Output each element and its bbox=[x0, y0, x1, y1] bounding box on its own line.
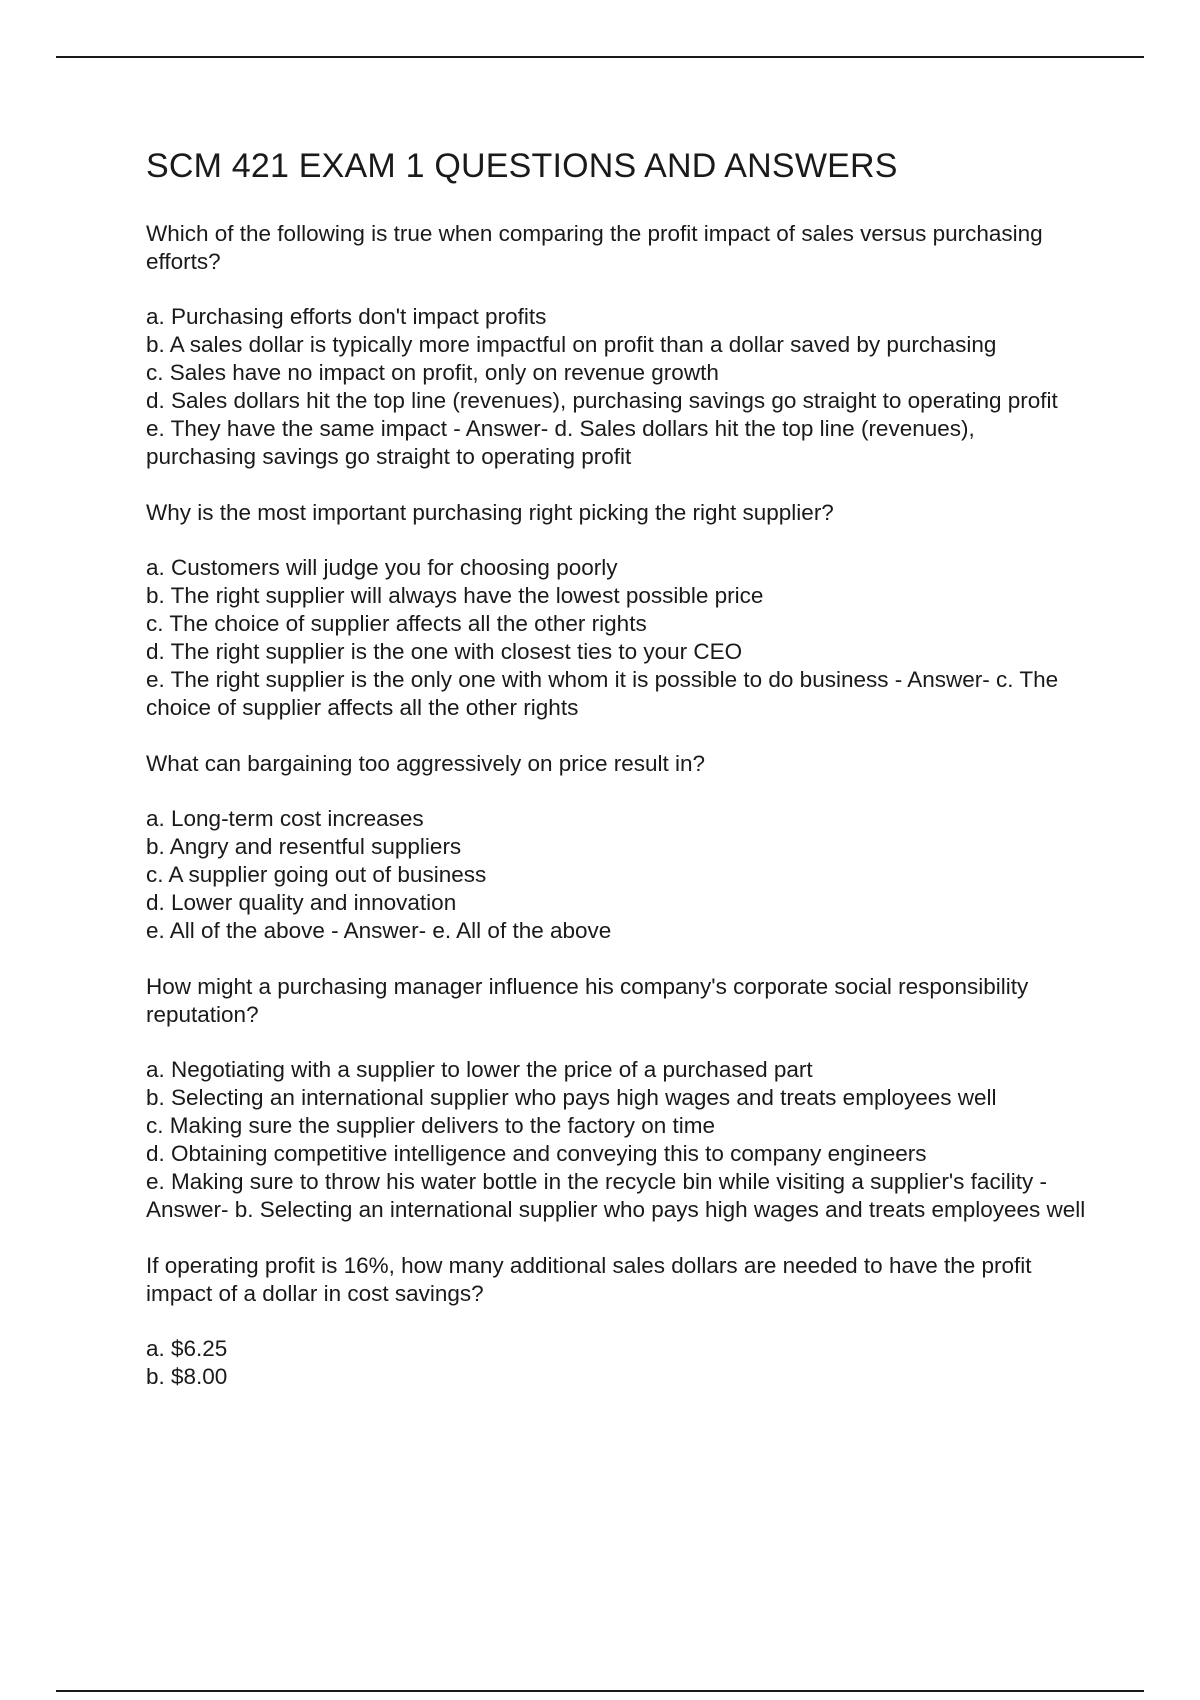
answer-options bbox=[146, 805, 1086, 945]
answer-option: d. The right supplier is the one with closest ties to your CEO bbox=[146, 639, 743, 664]
answer-option: d. Sales dollars hit the top line (revenues), purchasing savings go straight to operating profit bbox=[146, 388, 1058, 413]
answer-option: a. Long-term cost increases bbox=[146, 806, 424, 831]
question-block-3 bbox=[146, 750, 1086, 945]
question-block-2 bbox=[146, 499, 1086, 722]
question-block-1 bbox=[146, 220, 1086, 471]
answer-option: a. $6.25 bbox=[146, 1336, 228, 1361]
top-divider bbox=[56, 56, 1144, 58]
answer-option: b. Selecting an international supplier who pays high wages and treats employees well bbox=[146, 1085, 997, 1110]
answer-option: a. Customers will judge you for choosing poorly bbox=[146, 555, 618, 580]
answer-option: a. Negotiating with a supplier to lower the price of a purchased part bbox=[146, 1057, 813, 1082]
answer-option: b. The right supplier will always have the lowest possible price bbox=[146, 583, 764, 608]
answer-option: b. A sales dollar is typically more impactful on profit than a dollar saved by purchasing bbox=[146, 332, 997, 357]
answer-option: e. Making sure to throw his water bottle in the recycle bin while visiting a supplier's facility - Answer- b. Selecting an international supplier who pays high wages and treats employees well bbox=[146, 1169, 1086, 1222]
question-block-5 bbox=[146, 1252, 1086, 1391]
answer-option: d. Lower quality and innovation bbox=[146, 890, 457, 915]
answer-option: c. Making sure the supplier delivers to the factory on time bbox=[146, 1113, 716, 1138]
question-text: How might a purchasing manager influence his company's corporate social responsibility reputation? bbox=[146, 974, 1029, 1027]
answer-option: e. They have the same impact - Answer- d. Sales dollars hit the top line (revenues), purchasing savings go straight to operating profit bbox=[146, 416, 975, 469]
question-text: Why is the most important purchasing right picking the right supplier? bbox=[146, 500, 834, 525]
answer-option: e. All of the above - Answer- e. All of the above bbox=[146, 918, 612, 943]
answer-option: c. Sales have no impact on profit, only on revenue growth bbox=[146, 360, 719, 385]
answer-option: c. A supplier going out of business bbox=[146, 862, 487, 887]
answer-options bbox=[146, 1335, 1086, 1391]
answer-option: c. The choice of supplier affects all the other rights bbox=[146, 611, 647, 636]
answer-options bbox=[146, 303, 1086, 471]
document-title: SCM 421 EXAM 1 QUESTIONS AND ANSWERS bbox=[146, 147, 898, 185]
answer-option: b. Angry and resentful suppliers bbox=[146, 834, 462, 859]
answer-option: d. Obtaining competitive intelligence and conveying this to company engineers bbox=[146, 1141, 927, 1166]
document-body bbox=[146, 142, 1086, 1419]
bottom-divider bbox=[56, 1690, 1144, 1692]
question-text: If operating profit is 16%, how many additional sales dollars are needed to have the profit impact of a dollar in cost savings? bbox=[146, 1253, 1032, 1306]
answer-option: b. $8.00 bbox=[146, 1364, 228, 1389]
answer-options bbox=[146, 1056, 1086, 1224]
answer-option: e. The right supplier is the only one with whom it is possible to do business - Answer- c. The choice of supplier affects all the other rights bbox=[146, 667, 1059, 720]
question-text: Which of the following is true when comparing the profit impact of sales versus purchasing efforts? bbox=[146, 221, 1043, 274]
question-block-4 bbox=[146, 973, 1086, 1224]
answer-option: a. Purchasing efforts don't impact profits bbox=[146, 304, 547, 329]
question-text: What can bargaining too aggressively on price result in? bbox=[146, 751, 706, 776]
answer-options bbox=[146, 554, 1086, 722]
